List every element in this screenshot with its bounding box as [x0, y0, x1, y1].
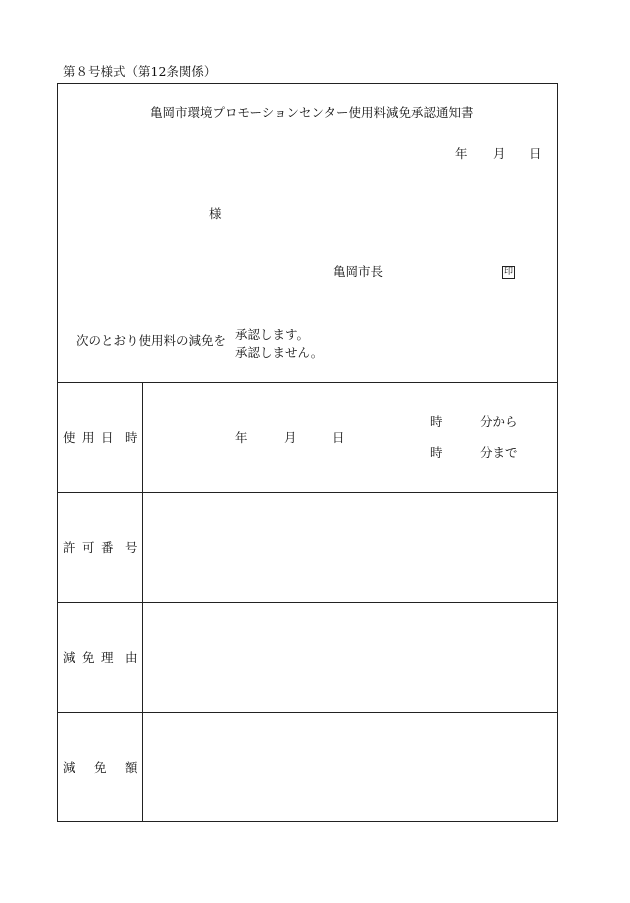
- start-hour: 時: [430, 414, 443, 429]
- document-title: 亀岡市環境プロモーションセンター使用料減免承認通知書: [150, 105, 474, 120]
- seal-mark: 印: [503, 267, 513, 277]
- recipient-suffix: 様: [209, 206, 222, 221]
- issuer-title: 亀岡市長: [333, 264, 384, 279]
- divider-header: [57, 382, 558, 383]
- end-hour: 時: [430, 445, 443, 460]
- date-year: 年: [455, 146, 468, 161]
- usage-year: 年: [235, 430, 248, 445]
- body-lead-text: 次のとおり使用料の減免を: [76, 333, 227, 348]
- reduction-amount-field[interactable]: [143, 713, 557, 821]
- reduction-reason-field[interactable]: [143, 603, 557, 712]
- date-day: 日: [529, 146, 542, 161]
- permit-number-field[interactable]: [143, 493, 557, 602]
- end-minute-until: 分まで: [480, 445, 518, 460]
- usage-day: 日: [332, 430, 345, 445]
- approve-option: 承認します。: [235, 327, 310, 342]
- start-minute-from: 分から: [480, 414, 518, 429]
- form-number-label: 第８号様式（第12条関係）: [63, 64, 217, 79]
- date-month: 月: [493, 146, 506, 161]
- usage-month: 月: [284, 430, 297, 445]
- deny-option: 承認しません。: [235, 345, 324, 360]
- page: 第８号様式（第12条関係） 亀岡市環境プロモーションセンター使用料減免承認通知書 年 月 日 様 亀岡市長 印 次のとおり使用料の減免を 承認します。 承認しません。 使 用 日 時 年 月 日 時 分から 時 分まで 許 可 番 号 減 免 理 由 減 免 額: [0, 0, 630, 903]
